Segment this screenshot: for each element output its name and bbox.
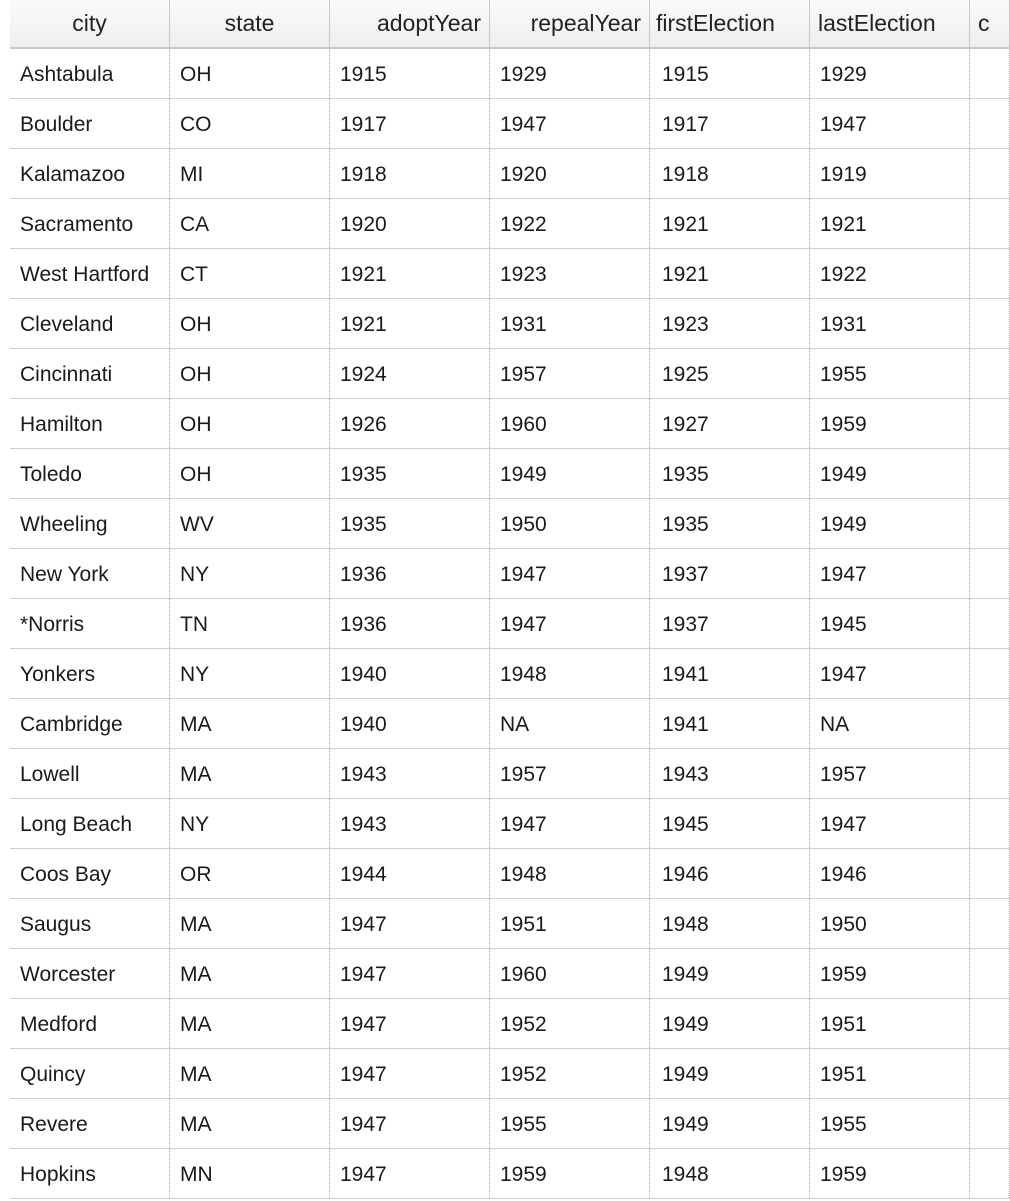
table-row[interactable] (10, 999, 1010, 1049)
cell-first-election: 1948 (650, 899, 810, 948)
cell-repeal-year: 1920 (490, 149, 650, 198)
cell-state: NY (170, 549, 330, 598)
cell-first-election: 1948 (650, 1149, 810, 1198)
cell-truncated (970, 249, 1010, 298)
cell-truncated (970, 399, 1010, 448)
cell-adopt-year: 1944 (330, 849, 490, 898)
cell-last-election: 1959 (810, 399, 970, 448)
cell-adopt-year: 1943 (330, 749, 490, 798)
cell-truncated (970, 899, 1010, 948)
cell-first-election: 1949 (650, 1049, 810, 1098)
cell-adopt-year: 1940 (330, 649, 490, 698)
table-row[interactable] (10, 399, 1010, 449)
cell-repeal-year: 1957 (490, 749, 650, 798)
cell-repeal-year: 1960 (490, 399, 650, 448)
cell-repeal-year: 1952 (490, 999, 650, 1048)
cell-city: Medford (10, 999, 170, 1048)
cell-city: Boulder (10, 99, 170, 148)
column-header-truncated[interactable]: c (970, 0, 1010, 47)
cell-truncated (970, 49, 1010, 98)
cell-state: WV (170, 499, 330, 548)
cell-last-election: 1945 (810, 599, 970, 648)
cell-adopt-year: 1947 (330, 1049, 490, 1098)
cell-city: Kalamazoo (10, 149, 170, 198)
cell-adopt-year: 1947 (330, 1149, 490, 1198)
cell-first-election: 1946 (650, 849, 810, 898)
cell-truncated (970, 449, 1010, 498)
cell-adopt-year: 1947 (330, 949, 490, 998)
cell-truncated (970, 949, 1010, 998)
cell-state: MA (170, 999, 330, 1048)
cell-state: CO (170, 99, 330, 148)
cell-city: Quincy (10, 1049, 170, 1098)
cell-state: NY (170, 799, 330, 848)
cell-last-election: 1949 (810, 499, 970, 548)
cell-last-election: 1947 (810, 99, 970, 148)
cell-truncated (970, 99, 1010, 148)
cell-state: CA (170, 199, 330, 248)
cell-city: Worcester (10, 949, 170, 998)
cell-city: Long Beach (10, 799, 170, 848)
cell-first-election: 1949 (650, 1099, 810, 1148)
cell-first-election: 1918 (650, 149, 810, 198)
cell-city: Cleveland (10, 299, 170, 348)
cell-first-election: 1915 (650, 49, 810, 98)
cell-city: Yonkers (10, 649, 170, 698)
cell-last-election: 1951 (810, 1049, 970, 1098)
cell-truncated (970, 199, 1010, 248)
cell-state: TN (170, 599, 330, 648)
cell-first-election: 1927 (650, 399, 810, 448)
table-row[interactable] (10, 1049, 1010, 1099)
cell-last-election: 1950 (810, 899, 970, 948)
cell-first-election: 1925 (650, 349, 810, 398)
cell-state: MA (170, 699, 330, 748)
table-row[interactable] (10, 1149, 1010, 1199)
cell-truncated (970, 749, 1010, 798)
cell-last-election: NA (810, 699, 970, 748)
table-row[interactable] (10, 199, 1010, 249)
cell-adopt-year: 1935 (330, 449, 490, 498)
cell-repeal-year: 1947 (490, 599, 650, 648)
cell-first-election: 1937 (650, 599, 810, 648)
table-header (10, 0, 1010, 49)
cell-repeal-year: 1947 (490, 99, 650, 148)
cell-city: New York (10, 549, 170, 598)
cell-repeal-year: 1929 (490, 49, 650, 98)
table-row[interactable] (10, 499, 1010, 549)
cell-state: MA (170, 749, 330, 798)
cell-first-election: 1941 (650, 699, 810, 748)
cell-truncated (970, 799, 1010, 848)
cell-state: MI (170, 149, 330, 198)
cell-first-election: 1921 (650, 249, 810, 298)
cell-repeal-year: 1955 (490, 1099, 650, 1148)
cell-state: OH (170, 299, 330, 348)
cell-last-election: 1947 (810, 649, 970, 698)
data-table (10, 0, 1010, 1199)
cell-adopt-year: 1924 (330, 349, 490, 398)
cell-state: MA (170, 1049, 330, 1098)
column-header-lastelection[interactable]: lastElection (810, 0, 970, 47)
cell-state: OH (170, 49, 330, 98)
column-header-state[interactable]: state (170, 0, 330, 47)
cell-adopt-year: 1940 (330, 699, 490, 748)
cell-adopt-year: 1915 (330, 49, 490, 98)
cell-first-election: 1937 (650, 549, 810, 598)
table-row[interactable] (10, 899, 1010, 949)
cell-first-election: 1917 (650, 99, 810, 148)
table-body (10, 49, 1010, 1199)
table-row[interactable] (10, 49, 1010, 99)
cell-truncated (970, 699, 1010, 748)
cell-state: OH (170, 399, 330, 448)
table-row[interactable] (10, 549, 1010, 599)
table-row[interactable] (10, 299, 1010, 349)
cell-city: Saugus (10, 899, 170, 948)
cell-truncated (970, 849, 1010, 898)
cell-city: Cambridge (10, 699, 170, 748)
cell-last-election: 1922 (810, 249, 970, 298)
cell-truncated (970, 1149, 1010, 1198)
column-header-firstelection[interactable]: firstElection (650, 0, 810, 47)
table-row[interactable] (10, 599, 1010, 649)
cell-adopt-year: 1935 (330, 499, 490, 548)
cell-repeal-year: 1950 (490, 499, 650, 548)
cell-last-election: 1947 (810, 799, 970, 848)
cell-adopt-year: 1920 (330, 199, 490, 248)
cell-first-election: 1941 (650, 649, 810, 698)
table-row[interactable] (10, 949, 1010, 999)
table-row[interactable] (10, 349, 1010, 399)
cell-state: NY (170, 649, 330, 698)
cell-city: Revere (10, 1099, 170, 1148)
cell-first-election: 1935 (650, 449, 810, 498)
cell-adopt-year: 1936 (330, 549, 490, 598)
column-header-adoptyear[interactable]: adoptYear (330, 0, 490, 47)
cell-adopt-year: 1917 (330, 99, 490, 148)
cell-first-election: 1935 (650, 499, 810, 548)
cell-city: Ashtabula (10, 49, 170, 98)
cell-adopt-year: 1947 (330, 899, 490, 948)
cell-repeal-year: 1960 (490, 949, 650, 998)
cell-last-election: 1921 (810, 199, 970, 248)
cell-adopt-year: 1947 (330, 1099, 490, 1148)
cell-repeal-year: 1959 (490, 1149, 650, 1198)
cell-repeal-year: 1957 (490, 349, 650, 398)
cell-repeal-year: NA (490, 699, 650, 748)
cell-first-election: 1923 (650, 299, 810, 348)
cell-truncated (970, 999, 1010, 1048)
cell-first-election: 1943 (650, 749, 810, 798)
table-row[interactable] (10, 749, 1010, 799)
cell-truncated (970, 649, 1010, 698)
table-row[interactable] (10, 449, 1010, 499)
cell-city: *Norris (10, 599, 170, 648)
cell-city: West Hartford (10, 249, 170, 298)
cell-city: Sacramento (10, 199, 170, 248)
table-row[interactable] (10, 249, 1010, 299)
cell-last-election: 1919 (810, 149, 970, 198)
cell-last-election: 1955 (810, 1099, 970, 1148)
cell-last-election: 1949 (810, 449, 970, 498)
table-row[interactable] (10, 799, 1010, 849)
cell-repeal-year: 1947 (490, 549, 650, 598)
cell-last-election: 1955 (810, 349, 970, 398)
cell-first-election: 1949 (650, 999, 810, 1048)
cell-truncated (970, 349, 1010, 398)
cell-truncated (970, 299, 1010, 348)
cell-repeal-year: 1952 (490, 1049, 650, 1098)
cell-repeal-year: 1923 (490, 249, 650, 298)
cell-state: MA (170, 949, 330, 998)
cell-repeal-year: 1947 (490, 799, 650, 848)
cell-city: Wheeling (10, 499, 170, 548)
cell-city: Cincinnati (10, 349, 170, 398)
cell-repeal-year: 1949 (490, 449, 650, 498)
cell-last-election: 1951 (810, 999, 970, 1048)
cell-state: MA (170, 1099, 330, 1148)
column-header-repealyear[interactable]: repealYear (490, 0, 650, 47)
cell-adopt-year: 1926 (330, 399, 490, 448)
cell-repeal-year: 1931 (490, 299, 650, 348)
cell-first-election: 1949 (650, 949, 810, 998)
cell-city: Lowell (10, 749, 170, 798)
cell-last-election: 1959 (810, 949, 970, 998)
cell-last-election: 1929 (810, 49, 970, 98)
cell-last-election: 1931 (810, 299, 970, 348)
cell-adopt-year: 1936 (330, 599, 490, 648)
cell-truncated (970, 1099, 1010, 1148)
cell-state: OR (170, 849, 330, 898)
table-row[interactable] (10, 149, 1010, 199)
cell-first-election: 1921 (650, 199, 810, 248)
cell-truncated (970, 1049, 1010, 1098)
table-row[interactable] (10, 1099, 1010, 1149)
table-row[interactable] (10, 99, 1010, 149)
table-row[interactable] (10, 649, 1010, 699)
table-row[interactable] (10, 849, 1010, 899)
cell-adopt-year: 1918 (330, 149, 490, 198)
cell-truncated (970, 599, 1010, 648)
cell-truncated (970, 549, 1010, 598)
cell-adopt-year: 1921 (330, 249, 490, 298)
cell-first-election: 1945 (650, 799, 810, 848)
cell-city: Coos Bay (10, 849, 170, 898)
cell-truncated (970, 499, 1010, 548)
cell-adopt-year: 1947 (330, 999, 490, 1048)
cell-repeal-year: 1948 (490, 649, 650, 698)
cell-repeal-year: 1922 (490, 199, 650, 248)
column-header-city[interactable]: city (10, 0, 170, 47)
cell-last-election: 1946 (810, 849, 970, 898)
cell-city: Hamilton (10, 399, 170, 448)
cell-adopt-year: 1943 (330, 799, 490, 848)
cell-state: OH (170, 349, 330, 398)
cell-last-election: 1959 (810, 1149, 970, 1198)
cell-state: MN (170, 1149, 330, 1198)
cell-state: CT (170, 249, 330, 298)
cell-city: Hopkins (10, 1149, 170, 1198)
cell-repeal-year: 1951 (490, 899, 650, 948)
cell-city: Toledo (10, 449, 170, 498)
cell-state: MA (170, 899, 330, 948)
cell-repeal-year: 1948 (490, 849, 650, 898)
cell-truncated (970, 149, 1010, 198)
cell-last-election: 1957 (810, 749, 970, 798)
cell-adopt-year: 1921 (330, 299, 490, 348)
cell-state: OH (170, 449, 330, 498)
table-row[interactable] (10, 699, 1010, 749)
cell-last-election: 1947 (810, 549, 970, 598)
